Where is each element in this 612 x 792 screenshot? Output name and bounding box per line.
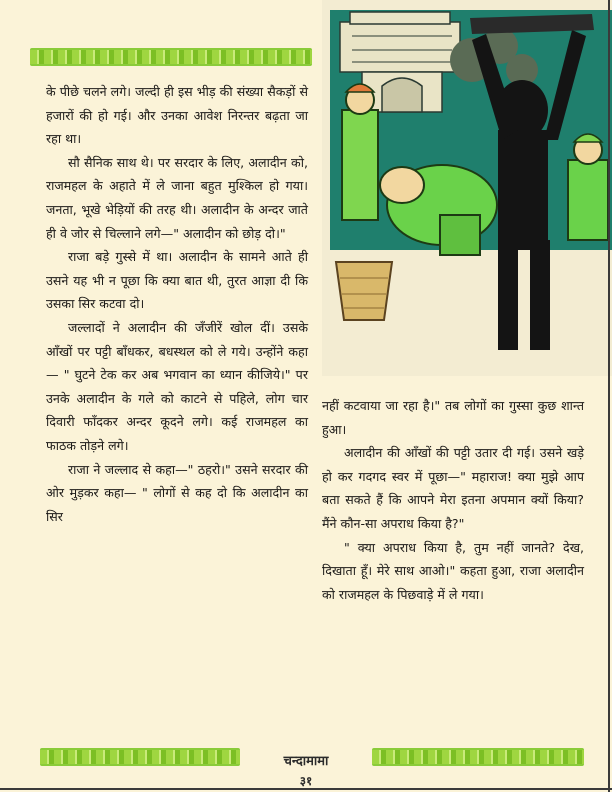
bottom-frame-line [0, 788, 612, 790]
executioner-scene-icon [322, 0, 612, 376]
right-paragraph-2: अलादीन की आँखों की पट्टी उतार दी गई। उसने खड़े हो कर गदगद स्वर में पूछा—" महाराज! क्या मुझे आप बता सकते हैं कि आपने मेरा इतना अपमान क्यों किया? मैंने कौन-सा अपराध किया है?" [322, 445, 584, 531]
bottom-right-decorative-border [372, 748, 584, 766]
left-paragraph-3: राजा बड़े गुस्से में था। अलादीन के सामने आते ही उसने यह भी न पूछा कि क्या बात थी, तुरत आज्ञा दी कि उसका सिर कटवा दो। [46, 249, 308, 312]
magazine-title: चन्दामामा [283, 754, 329, 769]
left-text-column [46, 80, 308, 528]
right-text-column [322, 394, 584, 606]
left-paragraph-1: के पीछे चलने लगे। जल्दी ही इस भीड़ की संख्या सैकड़ों से हजारों की हो गई। और उनका आवेश निरन्तर बढ़ता जा रहा था। [46, 84, 308, 147]
right-paragraph-3: " क्या अपराध किया है, तुम नहीं जानते? देख, दिखाता हूँ। मेरे साथ आओ।" कहता हुआ, राजा अलादीन को राजमहल के पिछवाड़े में ले गया। [322, 539, 584, 602]
right-paragraph-1: नहीं कटवाया जा रहा है।" तब लोगों का गुस्सा कुछ शान्त हुआ। [322, 398, 584, 437]
left-paragraph-5: राजा ने जल्लाद से कहा—" ठहरो।" उसने सरदार की ओर मुड़कर कहा— " लोगों से कह दो कि अलादीन का सिर [46, 461, 308, 524]
right-frame-line [608, 0, 610, 792]
left-paragraph-4: जल्लादों ने अलादीन की जँजीरें खोल दीं। उसके आँखों पर पट्टी बाँधकर, बधस्थल को ले गये। उन्होंने कहा— " घुटने टेक कर अब भगवान का ध्यान कीजिये।" पर उनके अलादीन के गले को काटने से पहिले, लोग चार दिवारी फाँदकर अन्दर कूदने लगे। कई राजमहल का फाठक तोड़ने लगे। [46, 319, 308, 453]
story-illustration [322, 0, 612, 376]
top-decorative-border [30, 48, 312, 66]
left-paragraph-2: सौ सैनिक साथ थे। पर सरदार के लिए, अलादीन को, राजमहल के अहाते में ले जाना बहुत मुश्किल हो गया। जनता, भूखे भेड़ियों की तरह थी। अलादीन के अन्दर जाते ही वे जोर से चिल्लाने लगे—" अलादीन को छोड़ दो।" [46, 154, 308, 241]
bottom-left-decorative-border [40, 748, 240, 766]
page-number: ३१ [299, 774, 313, 788]
